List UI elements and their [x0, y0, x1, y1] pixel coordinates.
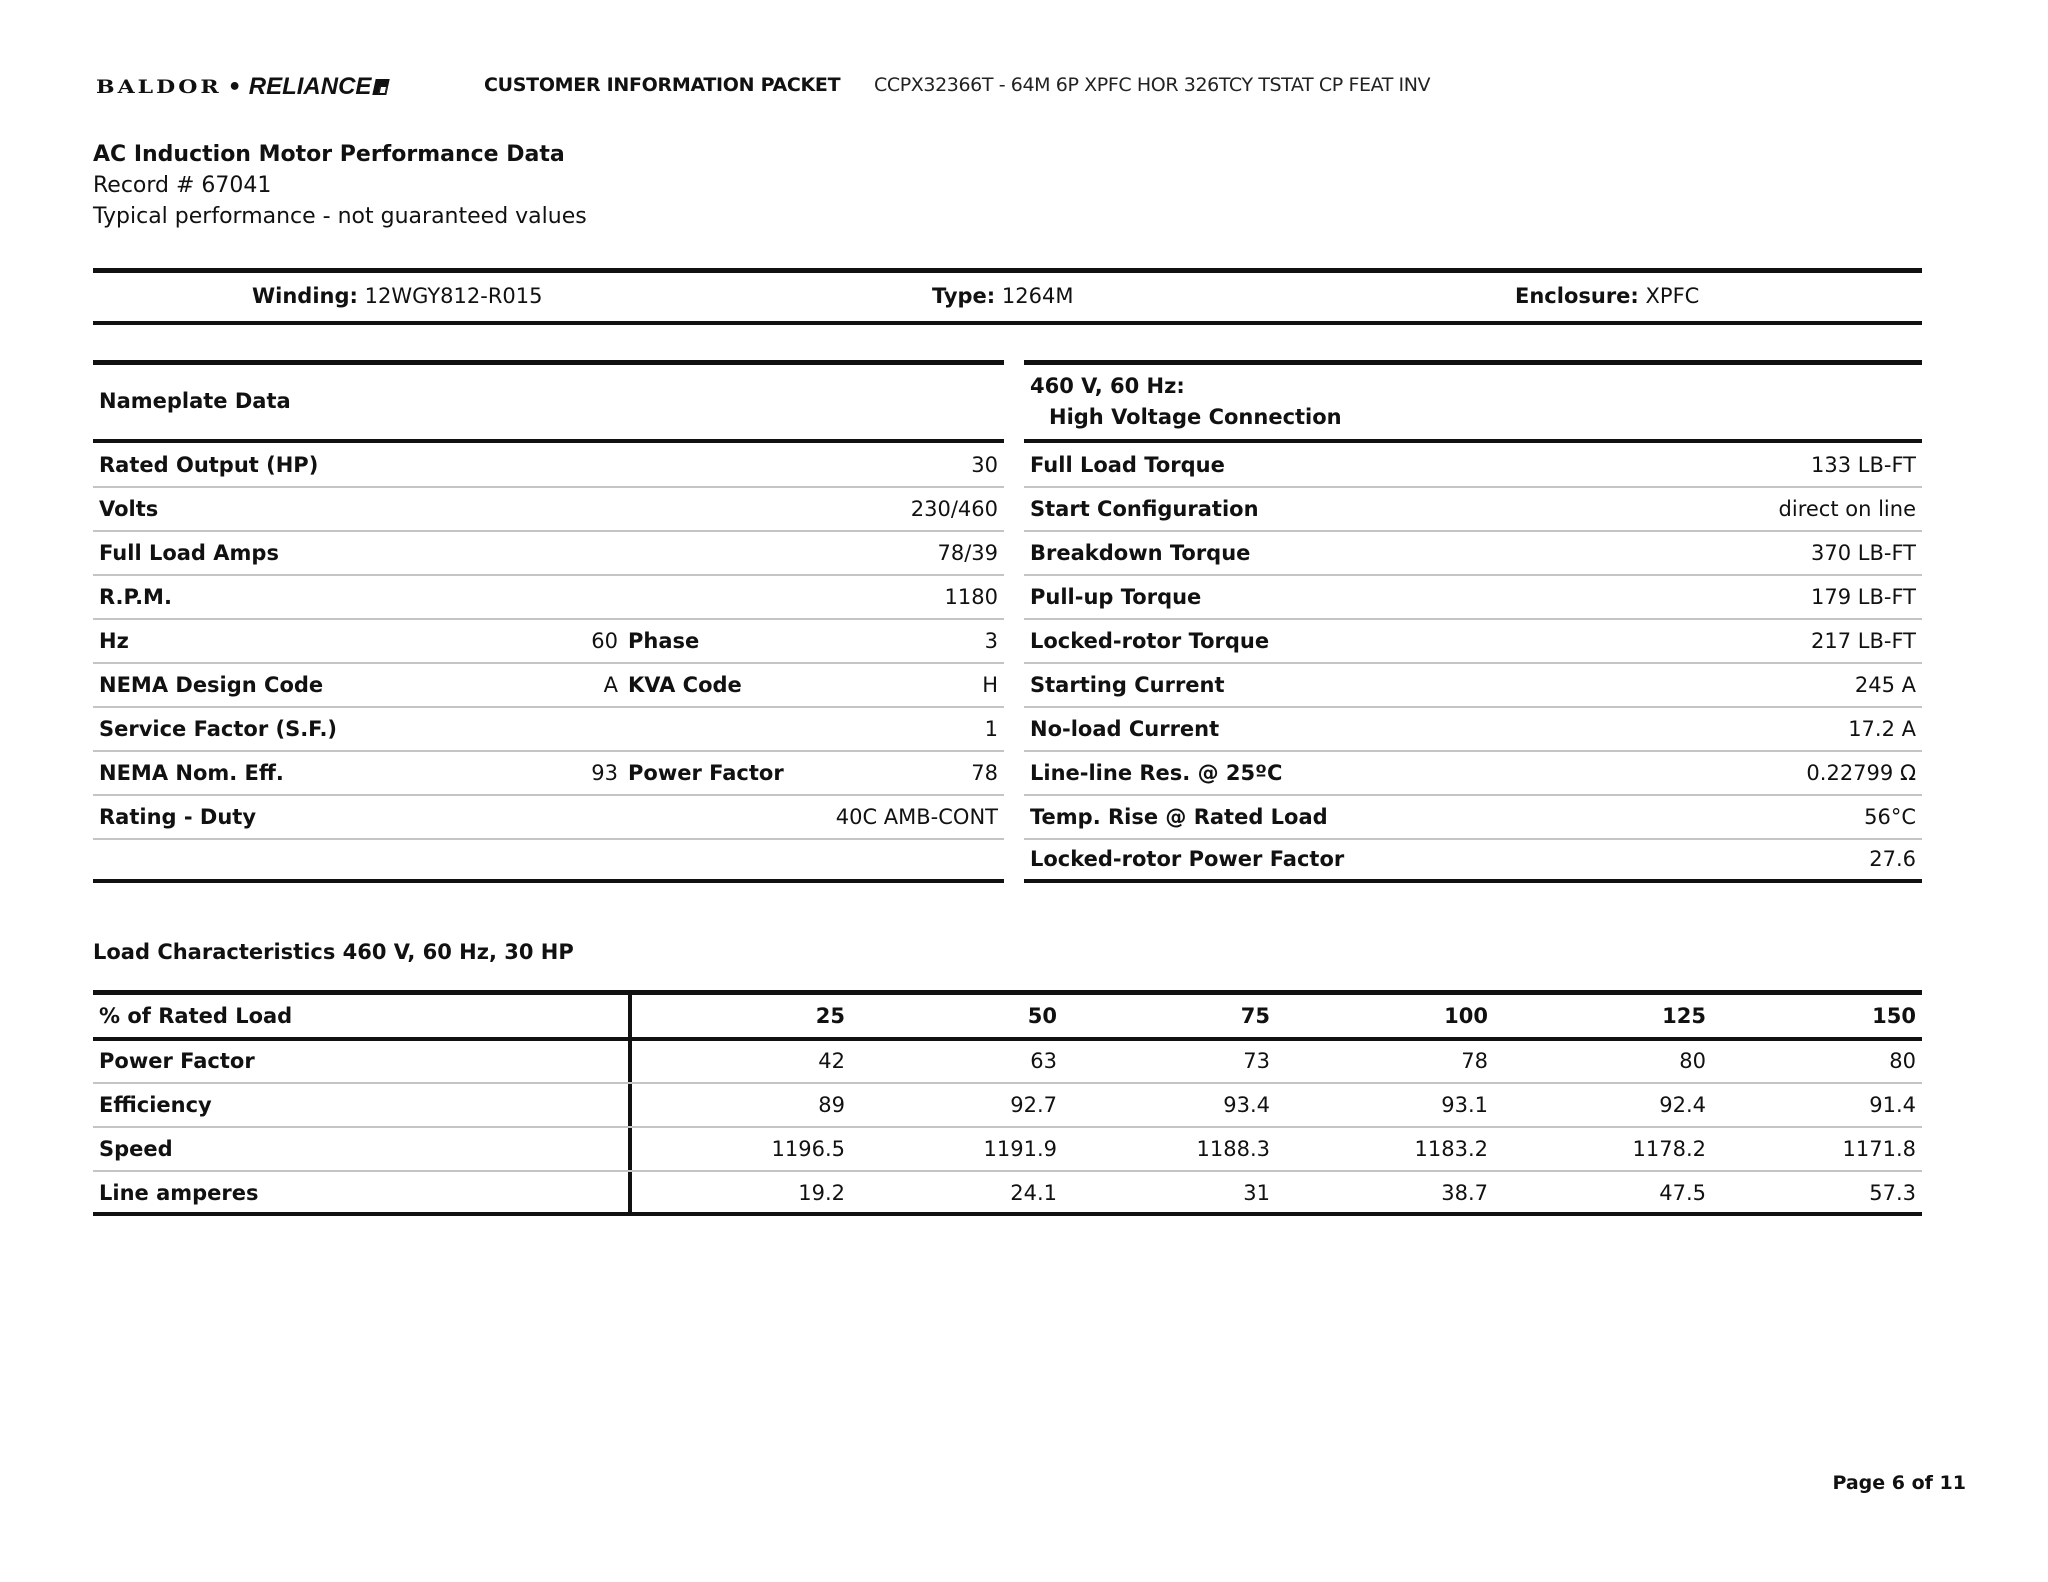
row-value: 3 [984, 629, 998, 653]
brand-name-baldor: BALDOR [96, 75, 222, 99]
table-row [93, 1084, 1922, 1126]
table-row [1024, 752, 1922, 794]
cell-value: 78 [1461, 1049, 1488, 1073]
type-field [932, 284, 1073, 308]
divider [1024, 360, 1922, 365]
row-label: Temp. Rise @ Rated Load [1030, 805, 1328, 829]
divider [93, 321, 1922, 325]
enclosure-value: XPFC [1645, 284, 1700, 308]
table-row [93, 1040, 1922, 1082]
record-number: Record # 67041 [93, 173, 272, 198]
cell-value: 42 [818, 1049, 845, 1073]
table-row [93, 796, 1004, 838]
column-header: 125 [1662, 1004, 1706, 1028]
row-value: 27.6 [1869, 847, 1916, 871]
load-characteristics-table [93, 990, 1922, 1220]
table-row [1024, 444, 1922, 486]
row-label: Pull-up Torque [1030, 585, 1202, 609]
row-value: 30 [971, 453, 998, 477]
cell-value: 38.7 [1441, 1181, 1488, 1205]
brand-separator: • [227, 74, 243, 100]
cell-value: 91.4 [1869, 1093, 1916, 1117]
disclaimer-note: Typical performance - not guaranteed values [93, 204, 587, 229]
row-label: Full Load Amps [99, 541, 279, 565]
type-label: Type: [932, 284, 996, 308]
column-header: 150 [1872, 1004, 1916, 1028]
row-value: 78 [971, 761, 998, 785]
column-header: 50 [1027, 1004, 1057, 1028]
cell-value: 47.5 [1659, 1181, 1706, 1205]
cell-value: 93.4 [1223, 1093, 1270, 1117]
column-header: 25 [815, 1004, 845, 1028]
cell-value: 31 [1243, 1181, 1270, 1205]
cell-value: 57.3 [1869, 1181, 1916, 1205]
table-row [93, 1172, 1922, 1214]
winding-label: Winding: [252, 284, 358, 308]
table-row [1024, 532, 1922, 574]
winding-value: 12WGY812-R015 [364, 284, 543, 308]
row-label: Line amperes [99, 1181, 259, 1205]
document-title: AC Induction Motor Performance Data [93, 142, 565, 167]
row-value: 230/460 [910, 497, 998, 521]
row-mid-label: Power Factor [628, 761, 784, 785]
type-value: 1264M [1001, 284, 1074, 308]
row-value: 133 LB-FT [1811, 453, 1916, 477]
table-row [93, 444, 1004, 486]
row-label: Hz [99, 629, 129, 653]
cell-value: 92.4 [1659, 1093, 1706, 1117]
row-label: Start Configuration [1030, 497, 1259, 521]
cell-value: 80 [1889, 1049, 1916, 1073]
row-mid-value: 60 [591, 629, 618, 653]
row-mid-label: KVA Code [628, 673, 742, 697]
nameplate-heading: Nameplate Data [99, 389, 291, 413]
table-row [1024, 576, 1922, 618]
row-mid-label: Phase [628, 629, 700, 653]
cell-value: 93.1 [1441, 1093, 1488, 1117]
row-value: 370 LB-FT [1811, 541, 1916, 565]
row-value: 179 LB-FT [1811, 585, 1916, 609]
row-label: Power Factor [99, 1049, 255, 1073]
cell-value: 1191.9 [983, 1137, 1057, 1161]
row-label: Line-line Res. @ 25ºC [1030, 761, 1283, 785]
row-label: Service Factor (S.F.) [99, 717, 338, 741]
divider [93, 360, 1004, 365]
table-header-row [93, 995, 1922, 1037]
table-row [1024, 664, 1922, 706]
row-label: Volts [99, 497, 159, 521]
brand-name-reliance: RELIANCE [248, 73, 372, 100]
table-row [93, 532, 1004, 574]
table-row [1024, 488, 1922, 530]
connection-table [1024, 360, 1922, 884]
divider [1024, 439, 1922, 443]
row-label: NEMA Design Code [99, 673, 324, 697]
divider [93, 1212, 1922, 1216]
table-row [93, 620, 1004, 662]
row-value: H [982, 673, 998, 697]
header-label: % of Rated Load [99, 1004, 293, 1028]
packet-title: CUSTOMER INFORMATION PACKET [484, 74, 841, 96]
cell-value: 1171.8 [1842, 1137, 1916, 1161]
cell-value: 63 [1030, 1049, 1057, 1073]
model-description: CCPX32366T - 64M 6P XPFC HOR 326TCY TSTAT CP FEAT INV [874, 74, 1431, 96]
row-value: 0.22799 Ω [1806, 761, 1916, 785]
row-label: Starting Current [1030, 673, 1225, 697]
row-label: Rating - Duty [99, 805, 257, 829]
row-mid-value: A [603, 673, 618, 697]
enclosure-field [1515, 284, 1699, 308]
row-value: 78/39 [937, 541, 998, 565]
row-label: R.P.M. [99, 585, 172, 609]
cell-value: 1188.3 [1196, 1137, 1270, 1161]
cell-value: 80 [1679, 1049, 1706, 1073]
divider [93, 879, 1004, 883]
row-value: 217 LB-FT [1811, 629, 1916, 653]
brand-logo [96, 73, 388, 101]
row-value: 40C AMB-CONT [835, 805, 998, 829]
cell-value: 24.1 [1010, 1181, 1057, 1205]
divider [93, 439, 1004, 443]
row-value: 1 [984, 717, 998, 741]
nameplate-table [93, 360, 1004, 884]
reliance-logo-icon [373, 79, 390, 95]
row-value: 245 A [1854, 673, 1916, 697]
row-value: direct on line [1778, 497, 1916, 521]
row-value: 1180 [944, 585, 998, 609]
connection-heading-voltage: 460 V, 60 Hz: [1030, 374, 1185, 398]
cell-value: 1196.5 [771, 1137, 845, 1161]
row-label: Full Load Torque [1030, 453, 1225, 477]
table-row [93, 664, 1004, 706]
row-label: Locked-rotor Torque [1030, 629, 1270, 653]
table-row [93, 576, 1004, 618]
divider [1024, 879, 1922, 883]
row-value: 17.2 A [1848, 717, 1916, 741]
cell-value: 73 [1243, 1049, 1270, 1073]
enclosure-label: Enclosure: [1515, 284, 1639, 308]
cell-value: 89 [818, 1093, 845, 1117]
cell-value: 19.2 [798, 1181, 845, 1205]
cell-value: 92.7 [1010, 1093, 1057, 1117]
page-number: Page 6 of 11 [1832, 1472, 1966, 1494]
cell-value: 1183.2 [1414, 1137, 1488, 1161]
table-row [93, 1128, 1922, 1170]
row-label: NEMA Nom. Eff. [99, 761, 284, 785]
table-row [1024, 620, 1922, 662]
winding-field [252, 284, 543, 308]
cell-value: 1178.2 [1632, 1137, 1706, 1161]
divider [93, 268, 1922, 273]
connection-heading-type: High Voltage Connection [1049, 405, 1342, 429]
row-label: Speed [99, 1137, 173, 1161]
table-row [1024, 838, 1922, 880]
row-label: Locked-rotor Power Factor [1030, 847, 1345, 871]
table-row [93, 488, 1004, 530]
table-row [93, 752, 1004, 794]
column-header: 75 [1240, 1004, 1270, 1028]
table-row [1024, 796, 1922, 838]
table-row [1024, 708, 1922, 750]
row-label: Rated Output (HP) [99, 453, 319, 477]
row-value: 56°C [1864, 805, 1916, 829]
load-characteristics-title: Load Characteristics 460 V, 60 Hz, 30 HP [93, 940, 574, 964]
row-mid-value: 93 [591, 761, 618, 785]
table-row [93, 708, 1004, 750]
column-header: 100 [1444, 1004, 1488, 1028]
row-label: Efficiency [99, 1093, 212, 1117]
row-label: Breakdown Torque [1030, 541, 1251, 565]
row-label: No-load Current [1030, 717, 1220, 741]
